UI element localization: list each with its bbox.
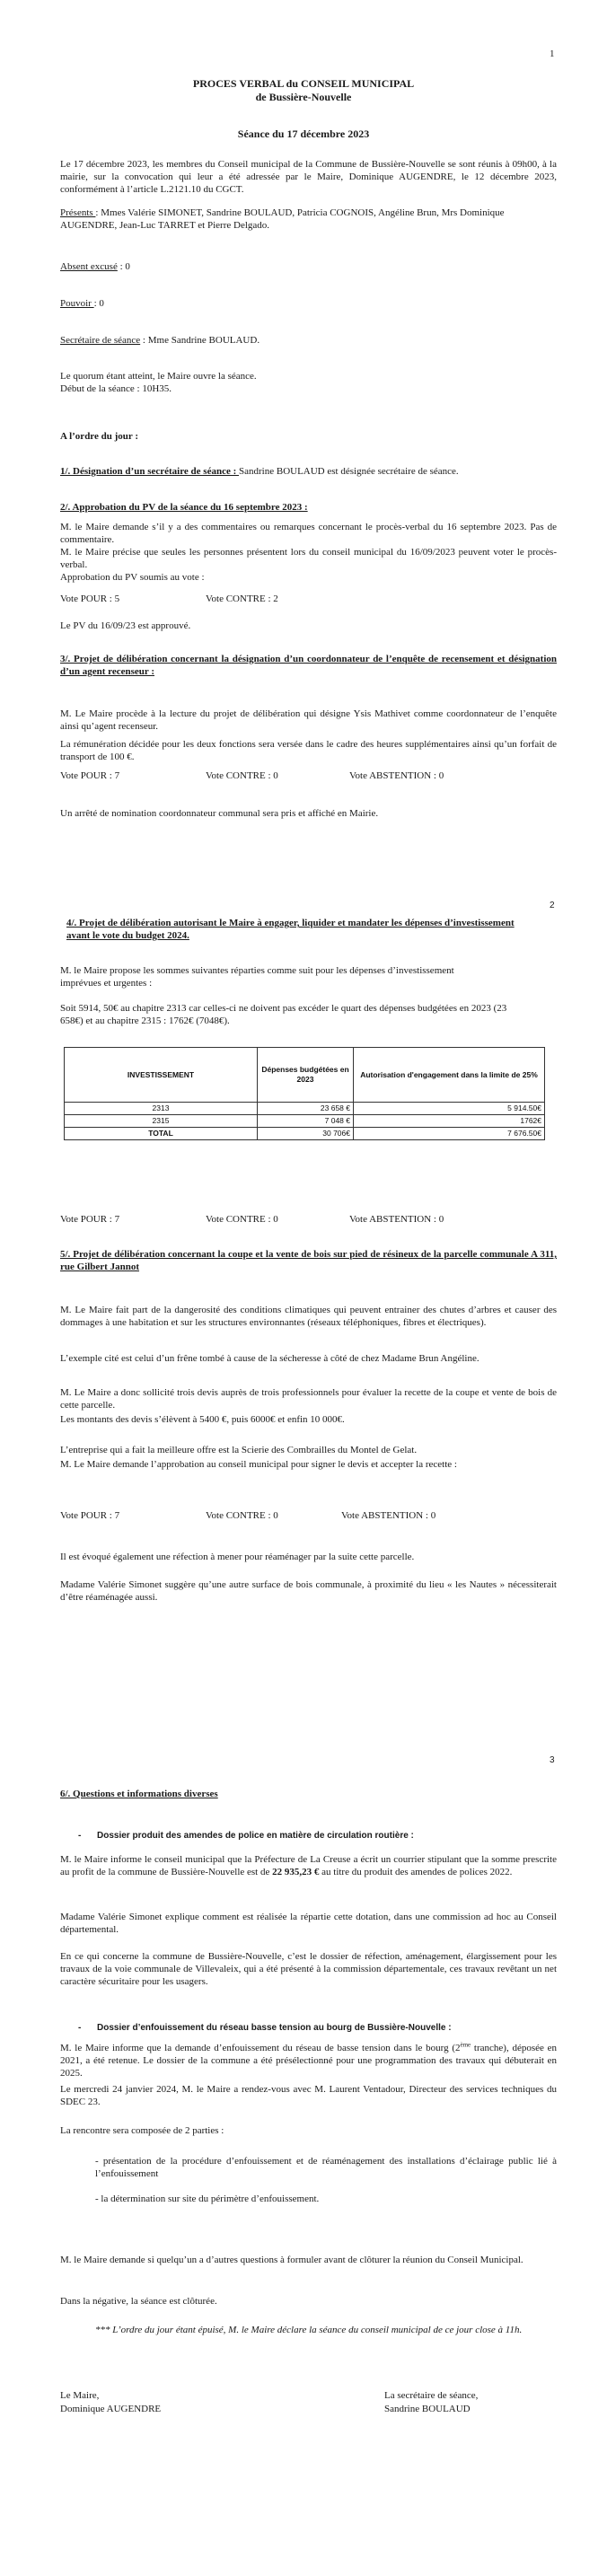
sub2-text-after: tranche), déposée en 2021, a été retenue. Le dossier de la commune a été présélectionné pour une programmation des travaux qui débuterait en 2025. [60, 2043, 557, 2079]
investment-table [64, 1047, 545, 1140]
table-row [65, 1115, 545, 1128]
presents-label: Présents [60, 207, 96, 218]
secretaire-value: : Mme Sandrine BOULAUD. [140, 335, 260, 346]
item1-text: Sandrine BOULAUD est désignée secrétaire de séance. [239, 466, 459, 477]
ordre-du-jour-heading: A l’ordre du jour : [60, 431, 138, 442]
item1-block [60, 465, 557, 478]
item4-paragraph-2: Soit 5914, 50€ au chapitre 2313 car celles-ci ne doivent pas excéder le quart des dépenses budgétées en 2023 (23 658€) et au chapitre 2315 : 1762€ (7048€). [60, 1003, 507, 1026]
item5-vote-contre: Vote CONTRE : 0 [206, 1510, 278, 1521]
item2-paragraph-3: Approbation du PV soumis au vote : [60, 572, 205, 583]
item2-vote-pour: Vote POUR : 5 [60, 593, 120, 604]
table-cell: 1762€ [354, 1115, 545, 1128]
item3-vote-contre: Vote CONTRE : 0 [206, 770, 278, 781]
closing-paragraph-1: M. le Maire demande si quelqu’un a d’autres questions à formuler avant de clôturer la réunion du Conseil Municipal. [60, 2255, 523, 2265]
page-number: 2 [550, 901, 555, 910]
sub1-paragraph-2: Madame Valérie Simonet explique comment est réalisée la répartie cette dotation, dans une commission ad hoc au Conseil départemental. [60, 1912, 557, 1935]
item5-heading: 5/. Projet de délibération concernant la coupe et la vente de bois sur pied de résineux de la parcelle communale A 311, rue Gilbert Jannot [60, 1249, 557, 1272]
item5-paragraph-6: M. Le Maire demande l’approbation au conseil municipal pour signer le devis et accepter la recette : [60, 1459, 457, 1470]
debut-text: Début de la séance : 10H35. [60, 383, 172, 394]
secretaire-block [60, 334, 557, 347]
table-cell: 30 706€ [258, 1128, 354, 1140]
item4-vote-abstention: Vote ABSTENTION : 0 [349, 1214, 444, 1225]
table-cell: 23 658 € [258, 1103, 354, 1115]
pouvoir-value: : 0 [93, 298, 104, 309]
sub2-bullet-2: - la détermination sur site du périmètre d’enfouissement. [95, 2194, 320, 2204]
item3-paragraph-2: La rémunération décidée pour les deux fonctions sera versée dans le cadre des heures supplémentaires ainsi qu’un forfait de transport de 100 €. [60, 739, 557, 762]
sub2-superscript: ème [460, 2041, 471, 2049]
pouvoir-label: Pouvoir [60, 298, 94, 309]
sub1-amount: 22 935,23 € [272, 1867, 320, 1877]
sub2-heading: Dossier d’enfouissement du réseau basse tension au bourg de Bussière-Nouvelle : [97, 2023, 452, 2033]
document-subtitle: de Bussière-Nouvelle [255, 91, 352, 103]
item3-paragraph-1: M. Le Maire procède à la lecture du projet de délibération qui désigne Ysis Mathivet comme coordonnateur de l’enquête ainsi qu’agent recenseur. [60, 708, 557, 732]
item5-vote-abstention: Vote ABSTENTION : 0 [341, 1510, 436, 1521]
table-row [65, 1103, 545, 1115]
sub1-text-before: M. le Maire informe le conseil municipal que la Préfecture de La Creuse a écrit un courrier stipulant que la somme prescrite au profit de la commune de Bussière-Nouvelle est de [60, 1854, 557, 1877]
seance-date: Séance du 17 décembre 2023 [237, 127, 370, 140]
item3-result: Un arrêté de nomination coordonnateur communal sera pris et affiché en Mairie. [60, 808, 379, 819]
table-cell: 7 676.50€ [354, 1128, 545, 1140]
item5-paragraph-7: Il est évoqué également une réfection à mener pour réaménager par la suite cette parcelle. [60, 1552, 415, 1562]
table-row-total [65, 1128, 545, 1140]
table-header-cell: INVESTISSEMENT [65, 1048, 258, 1103]
table-header-row [65, 1048, 545, 1103]
intro-paragraph: Le 17 décembre 2023, les membres du Conseil municipal de la Commune de Bussière-Nouvelle se sont réunis à 09h00, à la mairie, sur la convocation qui leur a été adressée par le Maire, Dominique AUGENDRE, le 12 décembre 2023, conformément à l’article L.2121.10 du CGCT. [60, 159, 557, 195]
presents-block [60, 207, 557, 232]
sub2-paragraph-1 [60, 2042, 557, 2079]
absent-label: Absent excusé [60, 261, 118, 272]
item5-vote-pour: Vote POUR : 7 [60, 1510, 120, 1521]
item4-heading: 4/. Projet de délibération autorisant le Maire à engager, liquider et mandater les dépenses d’investissement avant le vote du budget 2024. [66, 918, 515, 941]
item5-paragraph-1: M. Le Maire fait part de la dangerosité des conditions climatiques qui peuvent entrainer des chutes d’arbres et causer des dommages à une habitation et sur les structures environnantes (réseaux téléphoniques, fibres et électriques). [60, 1305, 557, 1328]
table-cell: 7 048 € [258, 1115, 354, 1128]
item2-vote-contre: Vote CONTRE : 2 [206, 593, 278, 604]
page-number: 1 [550, 48, 555, 59]
item2-paragraph-1: M. le Maire demande s’il y a des commentaires ou remarques concernant le procès-verbal du 16 septembre 2023. Pas de commentaire. [60, 522, 557, 545]
item5-paragraph-8: Madame Valérie Simonet suggère qu’une autre surface de bois communale, à proximité du lieu « les Nautes » nécessiterait d’être réaménagée aussi. [60, 1579, 557, 1603]
item2-paragraph-2: M. le Maire précise que seules les personnes présentent lors du conseil municipal du 16/09/2023 peuvent voter le procès-verbal. [60, 547, 557, 570]
final-note: *** L’ordre du jour étant épuisé, M. le Maire déclare la séance du conseil municipal de ce jour close à 11h. [95, 2325, 523, 2335]
item5-paragraph-5: L’entreprise qui a fait la meilleure offre est la Scierie des Combrailles du Montel de Gelat. [60, 1445, 418, 1455]
table-cell: 2313 [65, 1103, 258, 1115]
item4-paragraph-1: M. le Maire propose les sommes suivantes réparties comme suit pour les dépenses d’investissement imprévues et urgentes : [60, 965, 454, 989]
pouvoir-block [60, 297, 557, 310]
sub2-paragraph-2: Le mercredi 24 janvier 2024, M. le Maire a rendez-vous avec M. Laurent Ventadour, Directeur des services techniques du SDEC 23. [60, 2084, 557, 2107]
item5-paragraph-4: Les montants des devis s’élèvent à 5400 €, puis 6000€ et enfin 10 000€. [60, 1414, 345, 1425]
item1-heading: 1/. Désignation d’un secrétaire de séance : [60, 466, 239, 477]
item6-heading: 6/. Questions et informations diverses [60, 1789, 218, 1799]
sub1-dash: - [78, 1831, 82, 1841]
quorum-text: Le quorum étant atteint, le Maire ouvre la séance. [60, 371, 257, 382]
item3-heading: 3/. Projet de délibération concernant la désignation d’un coordonnateur de l’enquête de recensement et désignation d’un agent recenseur : [60, 654, 557, 677]
table-header-cell: Autorisation d'engagement dans la limite de 25% [354, 1048, 545, 1103]
item2-heading: 2/. Approbation du PV de la séance du 16 septembre 2023 : [60, 502, 308, 513]
sub1-text-after: au titre du produit des amendes de polices 2022. [319, 1867, 513, 1877]
item2-result: Le PV du 16/09/23 est approuvé. [60, 620, 191, 631]
signature-secretary-name: Sandrine BOULAUD [384, 2404, 471, 2414]
signature-secretary-title: La secrétaire de séance, [384, 2390, 479, 2401]
item3-vote-pour: Vote POUR : 7 [60, 770, 120, 781]
signature-mayor-title: Le Maire, [60, 2390, 100, 2401]
document-title: PROCES VERBAL du CONSEIL MUNICIPAL [192, 77, 415, 90]
item5-paragraph-2: L’exemple cité est celui d’un frêne tombé à cause de la sécheresse à côté de chez Madame Brun Angéline. [60, 1353, 479, 1364]
item4-vote-pour: Vote POUR : 7 [60, 1214, 120, 1225]
sub2-text-before: M. le Maire informe que la demande d’enfouissement du réseau de basse tension dans le bourg (2 [60, 2043, 461, 2053]
page-number: 3 [550, 1755, 555, 1765]
table-cell: TOTAL [65, 1128, 258, 1140]
signature-mayor-name: Dominique AUGENDRE [60, 2404, 162, 2414]
sub2-dash: - [78, 2023, 82, 2033]
secretaire-label: Secrétaire de séance [60, 335, 141, 346]
closing-paragraph-2: Dans la négative, la séance est clôturée. [60, 2296, 217, 2307]
presents-text: : Mmes Valérie SIMONET, Sandrine BOULAUD, Patricia COGNOIS, Angéline Brun, Mrs Dominique AUGENDRE, Jean-Luc TARRET et Pierre Delgado. [60, 207, 505, 231]
sub1-heading: Dossier produit des amendes de police en matière de circulation routière : [97, 1831, 414, 1841]
item3-vote-abstention: Vote ABSTENTION : 0 [349, 770, 444, 781]
sub1-paragraph-3: En ce qui concerne la commune de Bussière-Nouvelle, c’est le dossier de réfection, aménagement, élargissement pour les travaux de la voie communale de Villevaleix, qui a été présenté à la commission départementale, ces travaux revêtant un net caractère sécuritaire pour les usagers. [60, 1951, 557, 1987]
table-cell: 2315 [65, 1115, 258, 1128]
absent-value: : 0 [117, 261, 130, 272]
table-header-cell: Dépenses budgétées en 2023 [258, 1048, 354, 1103]
sub2-paragraph-3: La rencontre sera composée de 2 parties : [60, 2125, 224, 2136]
item5-paragraph-3: M. Le Maire a donc sollicité trois devis auprès de trois professionnels pour évaluer la recette de la coupe et vente de bois de cette parcelle. [60, 1387, 557, 1411]
table-cell: 5 914.50€ [354, 1103, 545, 1115]
item4-vote-contre: Vote CONTRE : 0 [206, 1214, 278, 1225]
sub2-bullet-1: - présentation de la procédure d’enfouissement et de réaménagement des installations d’éclairage public lié à l’enfouissement [95, 2156, 557, 2179]
sub1-paragraph-1 [60, 1853, 557, 1878]
absent-block [60, 260, 557, 273]
